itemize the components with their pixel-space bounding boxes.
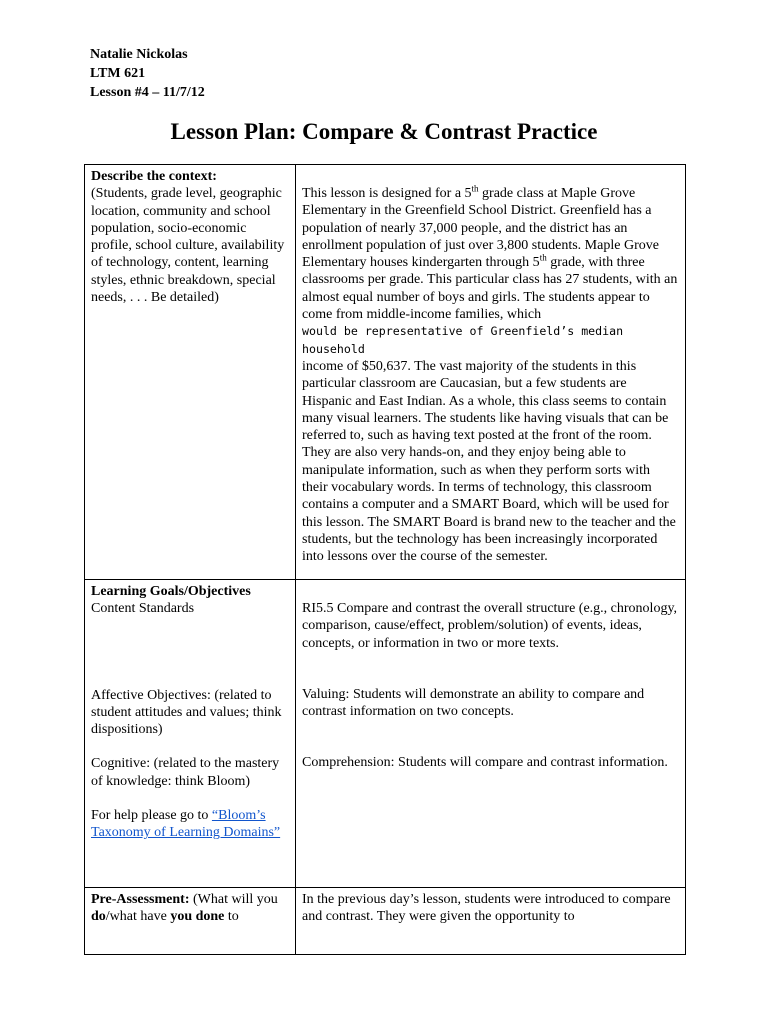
table-row-context bbox=[85, 165, 686, 580]
table-row-preassessment bbox=[85, 888, 686, 955]
goals-label-cell bbox=[85, 580, 296, 888]
preassessment-prompt-a: (What will you bbox=[189, 892, 278, 907]
context-label-cell bbox=[85, 165, 296, 580]
preassessment-prompt-b: /what have bbox=[105, 909, 171, 925]
author-name: Natalie Nickolas bbox=[90, 47, 188, 62]
lesson-plan-table bbox=[84, 164, 686, 955]
context-label: Describe the context: bbox=[91, 169, 217, 184]
context-prompt: (Students, grade level, geographic location, community and school population, socio-economic profile, school culture, availability of technology, content, learning styles, ethnic breakdown, special needs, . . . Be detailed) bbox=[91, 186, 285, 306]
lesson-number-date: Lesson #4 – 11/7/12 bbox=[90, 85, 205, 100]
table-row-goals bbox=[85, 580, 686, 888]
preassessment-text-cell bbox=[296, 888, 686, 955]
document-header bbox=[90, 45, 205, 102]
blooms-taxonomy-link[interactable]: “Bloom’s Taxonomy of Learning Domains” bbox=[91, 808, 281, 841]
help-text: For help please go to bbox=[91, 808, 212, 824]
affective-objectives-text: Valuing: Students will demonstrate an ability to compare and contrast information on two concepts. bbox=[302, 686, 645, 720]
course-code: LTM 621 bbox=[90, 66, 146, 81]
preassessment-you-done: you done bbox=[170, 909, 225, 925]
goals-label: Learning Goals/Objectives bbox=[91, 584, 251, 599]
preassessment-label: Pre-Assessment: bbox=[91, 892, 190, 907]
context-sup-b: th bbox=[539, 252, 547, 263]
cognitive-label: Cognitive: (related to the mastery of knowledge: think Bloom) bbox=[91, 756, 280, 789]
context-text-a: This lesson is designed for a 5 bbox=[302, 186, 472, 201]
context-text-d: income of $50,637. The vast majority of the students in this particular classroom are Caucasian, but a few students are Hispanic and East Indian. As a whole, this class seems to contain many visual learners. The students like having visuals that can be referred to, such as having text posted at the front of the room. They are also very hands-on, and they enjoy being able to manipulate information, such as when they perform sorts with their vocabulary words. In terms of technology, this classroom contains a computer and a SMART Board, which will be used for this lesson. The SMART Board is brand new to the teacher and the students, but the technology has been increasingly incorporated into lessons over the course of the semester. bbox=[302, 358, 676, 565]
context-text-c: grade, with three classrooms per grade. This particular class has 27 students, with an almost equal number of boys and girls. The students appear to come from middle-income families, which bbox=[302, 255, 678, 323]
page-title: Lesson Plan: Compare & Contrast Practice bbox=[170, 119, 598, 144]
preassessment-label-cell bbox=[85, 888, 296, 955]
preassessment-prompt-c: to bbox=[224, 909, 239, 925]
goals-text-cell bbox=[296, 580, 686, 888]
preassessment-text: In the previous day’s lesson, students were introduced to compare and contrast. They were given the opportunity to bbox=[302, 892, 671, 925]
cognitive-text: Comprehension: Students will compare and contrast information. bbox=[302, 755, 668, 771]
context-text-b: grade class at Maple Grove Elementary in the Greenfield School District. Greenfield has a population of nearly 37,000 people, and the district has an enrollment population of just over 3,800 students. Maple Grove Elementary houses kindergarten through 5 bbox=[302, 186, 659, 271]
context-mono-line: would be representative of Greenfield’s median household bbox=[302, 324, 624, 356]
context-text-cell bbox=[296, 165, 686, 580]
content-standards-label: Content Standards bbox=[91, 601, 195, 617]
affective-objectives-label: Affective Objectives: (related to student attitudes and values; think dispositions) bbox=[91, 687, 282, 738]
context-sup-a: th bbox=[471, 183, 479, 194]
preassessment-do: do bbox=[91, 909, 106, 925]
content-standards-text: RI5.5 Compare and contrast the overall structure (e.g., chronology, comparison, cause/effect, problem/solution) of events, ideas, concepts, or information in two or more texts. bbox=[302, 601, 678, 651]
